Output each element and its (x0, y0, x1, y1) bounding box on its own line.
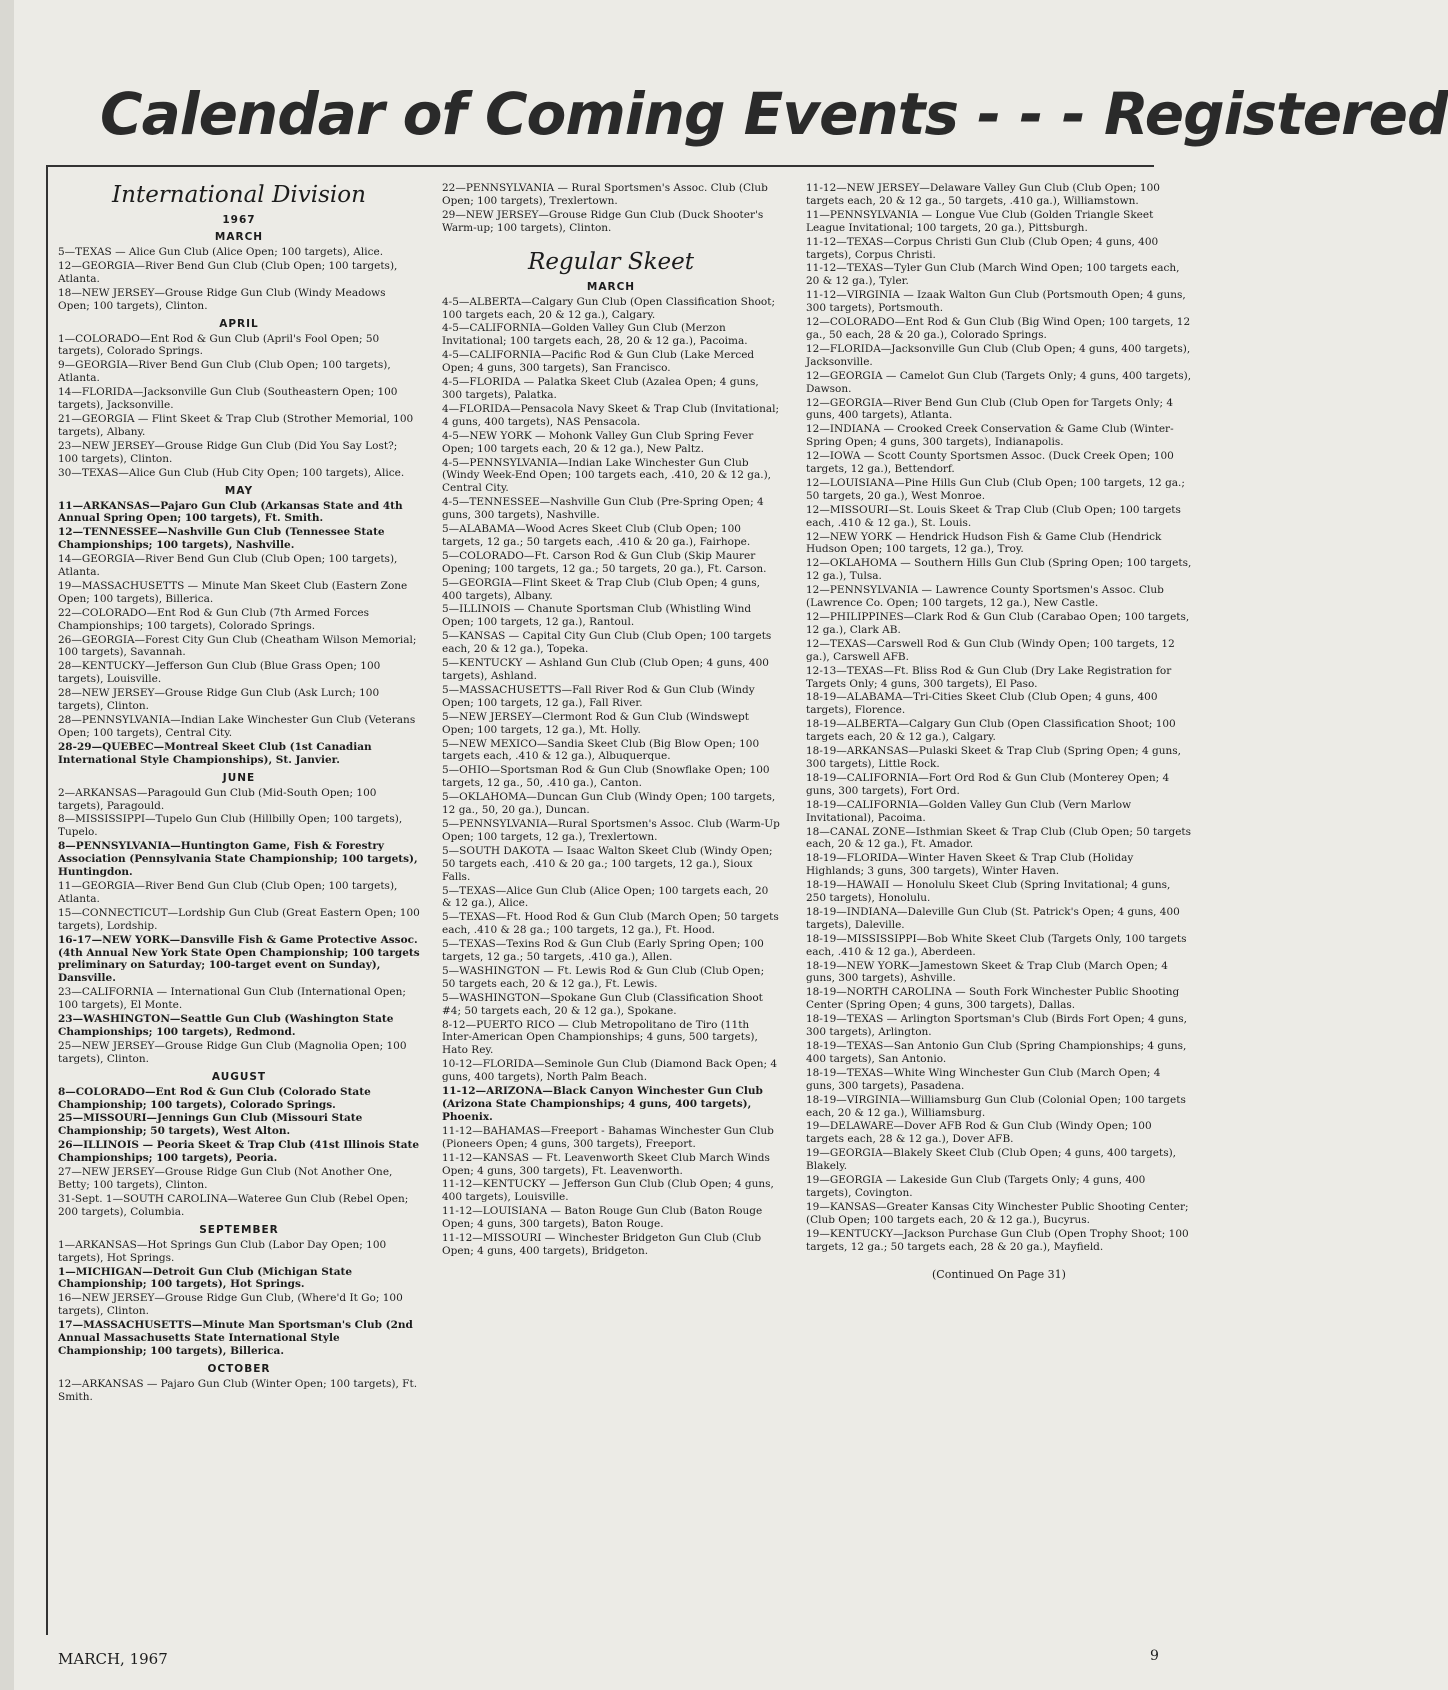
event-entry: 12—ARKANSAS — Pajaro Gun Club (Winter Open; 100 targets), Ft. Smith. (58, 1377, 418, 1403)
event-entry: 16-17—NEW YORK—Dansville Fish & Game Protective Assoc. (4th Annual New York State Open Championship; 100 targets preliminary on Saturday; 100-target event on Sunday), Dansville. (58, 933, 420, 985)
event-entry: 5—GEORGIA—Flint Skeet & Trap Club (Club Open; 4 guns, 400 targets), Albany. (442, 576, 760, 602)
event-entry: 11-12—TEXAS—Tyler Gun Club (March Wind Open; 100 targets each, 20 & 12 ga.), Tyler. (806, 262, 1180, 288)
event-entry: 4-5—CALIFORNIA—Golden Valley Gun Club (Merzon Invitational; 100 targets each, 28, 20 & 12 ga.), Pacoima. (442, 322, 748, 348)
event-entry: 19—GEORGIA — Lakeside Gun Club (Targets Only; 4 guns, 400 targets), Covington. (806, 1174, 1146, 1199)
event-entry: 8—MISSISSIPPI—Tupelo Gun Club (Hillbilly Open; 100 targets), Tupelo. (58, 813, 403, 839)
event-entry: 18-19—TEXAS — Arlington Sportsman's Club (Birds Fort Open; 4 guns, 300 targets), Arlington. (806, 1013, 1188, 1039)
event-entry: 5—NEW MEXICO—Sandia Skeet Club (Big Blow Open; 100 targets each, .410 & 12 ga.), Albuquerque. (442, 737, 760, 763)
month-heading: OCTOBER (207, 1362, 271, 1375)
regular-skeet-events (442, 296, 780, 1258)
event-entry: 8—PENNSYLVANIA—Huntington Game, Fish & Forestry Association (Pennsylvania State Championship; 100 targets), Huntingdon. (58, 840, 418, 879)
event-entry: 12—INDIANA — Crooked Creek Conservation & Game Club (Winter-Spring Open; 4 guns, 300 targets), Indianapolis. (806, 423, 1174, 449)
event-entry: 5—KENTUCKY — Ashland Gun Club (Club Open; 4 guns, 400 targets), Ashland. (442, 657, 769, 682)
international-continued-events (442, 182, 780, 235)
event-entry: 23—WASHINGTON—Seattle Gun Club (Washington State Championships; 100 targets), Redmond. (58, 1013, 394, 1038)
continued-note: (Continued On Page 31) (932, 1267, 1066, 1281)
event-entry: 19—MASSACHUSETTS — Minute Man Skeet Club (Eastern Zone Open; 100 targets), Billerica. (58, 579, 408, 605)
event-entry: 12—COLORADO—Ent Rod & Gun Club (Big Wind Open; 100 targets, 12 ga., 50 each, 28 & 20 ga.), Colorado Springs. (806, 316, 1191, 341)
event-entry: 11-12—NEW JERSEY—Delaware Valley Gun Club (Club Open; 100 targets each, 20 & 12 ga., 50 targets, .410 ga.), Williamstown. (806, 182, 1160, 207)
event-entry: 12—FLORIDA—Jacksonville Gun Club (Club Open; 4 guns, 400 targets), Jacksonville. (806, 342, 1191, 368)
event-entry: 1—COLORADO—Ent Rod & Gun Club (April's Fool Open; 50 targets), Colorado Springs. (58, 332, 380, 358)
event-entry: 15—CONNECTICUT—Lordship Gun Club (Great Eastern Open; 100 targets), Lordship. (58, 906, 420, 932)
event-entry: 12—TENNESSEE—Nashville Gun Club (Tennessee State Championships; 100 targets), Nashville. (58, 526, 385, 552)
event-entry: 31-Sept. 1—SOUTH CAROLINA—Wateree Gun Club (Rebel Open; 200 targets), Columbia. (58, 1192, 409, 1218)
event-entry: 1—ARKANSAS—Hot Springs Gun Club (Labor Day Open; 100 targets), Hot Springs. (58, 1238, 387, 1264)
event-entry: 12—GEORGIA—River Bend Gun Club (Club Open; 100 targets), Atlanta. (58, 259, 398, 285)
event-entry: 12—GEORGIA—River Bend Gun Club (Club Open for Targets Only; 4 guns, 400 targets), Atlanta. (806, 396, 1174, 422)
event-entry: 18-19—TEXAS—White Wing Winchester Gun Club (March Open; 4 guns, 300 targets), Pasadena. (806, 1066, 1161, 1092)
event-entry: 10-12—FLORIDA—Seminole Gun Club (Diamond Back Open; 4 guns, 400 targets), North Palm Beach. (442, 1058, 778, 1084)
event-entry: 28—KENTUCKY—Jefferson Gun Club (Blue Grass Open; 100 targets), Louisville. (58, 660, 381, 686)
event-entry: 25—NEW JERSEY—Grouse Ridge Gun Club (Magnolia Open; 100 targets), Clinton. (58, 1039, 407, 1065)
event-entry: 19—GEORGIA—Blakely Skeet Club (Club Open; 4 guns, 400 targets), Blakely. (806, 1147, 1177, 1173)
event-entry: 22—COLORADO—Ent Rod & Gun Club (7th Armed Forces Championships; 100 targets), Colorado Springs. (58, 606, 369, 632)
event-entry: 4-5—PENNSYLVANIA—Indian Lake Winchester Gun Club (Windy Week-End Open; 100 targets each, .410, 20 & 12 ga.), Central City. (442, 456, 772, 495)
event-entry: 18-19—NEW YORK—Jamestown Skeet & Trap Club (March Open; 4 guns, 300 targets), Ashville. (806, 959, 1168, 985)
year-label: 1967 (222, 214, 256, 226)
event-entry: 18-19—ARKANSAS—Pulaski Skeet & Trap Club (Spring Open; 4 guns, 300 targets), Little Rock. (806, 745, 1181, 770)
event-entry: 14—GEORGIA—River Bend Gun Club (Club Open; 100 targets), Atlanta. (58, 553, 398, 579)
event-entry: 14—FLORIDA—Jacksonville Gun Club (Southeastern Open; 100 targets), Jacksonville. (58, 386, 398, 412)
event-entry: 11-12—BAHAMAS—Freeport - Bahamas Winchester Gun Club (Pioneers Open; 4 guns, 300 targets), Freeport. (442, 1124, 774, 1150)
event-entry: 5—ILLINOIS — Chanute Sportsman Club (Whistling Wind Open; 100 targets, 12 ga.), Rantoul. (442, 603, 752, 629)
page-title: Calendar of Coming Events - - - Registered (100, 80, 1448, 148)
event-entry: 17—MASSACHUSETTS—Minute Man Sportsman's Club (2nd Annual Massachusetts State International Style Championship; 100 targets), Billerica. (58, 1319, 413, 1357)
event-entry: 4-5—NEW YORK — Mohonk Valley Gun Club Spring Fever Open; 100 targets each, 20 & 12 ga.), New Paltz. (442, 429, 754, 455)
event-entry: 18-19—ALBERTA—Calgary Gun Club (Open Classification Shoot; 100 targets each, 20 & 12 ga.), Calgary. (806, 718, 1176, 744)
event-entry: 4-5—CALIFORNIA—Pacific Rod & Gun Club (Lake Merced Open; 4 guns, 300 targets), San Francisco. (442, 349, 755, 375)
title-rule (46, 165, 1154, 167)
event-entry: 4-5—TENNESSEE—Nashville Gun Club (Pre-Spring Open; 4 guns, 300 targets), Nashville. (442, 496, 764, 522)
event-entry: 12—PENNSYLVANIA — Lawrence County Sportsmen's Assoc. Club (Lawrence Co. Open; 100 targets, 12 ga.), New Castle. (806, 584, 1164, 610)
event-entry: 5—NEW JERSEY—Clermont Rod & Gun Club (Windswept Open; 100 targets, 12 ga.), Mt. Holly. (442, 710, 749, 736)
month-heading: JUNE (222, 771, 256, 784)
event-entry: 5—TEXAS—Texins Rod & Gun Club (Early Spring Open; 100 targets, 12 ga.; 50 targets, .410 ga.), Allen. (442, 938, 764, 964)
event-entry: 29—NEW JERSEY—Grouse Ridge Gun Club (Duck Shooter's Warm-up; 100 targets), Clinton. (442, 208, 764, 234)
event-entry: 1—MICHIGAN—Detroit Gun Club (Michigan State Championship; 100 targets), Hot Springs. (58, 1265, 353, 1291)
event-entry: 11-12—ARIZONA—Black Canyon Winchester Gun Club (Arizona State Championships; 4 guns, 400 targets), Phoenix. (442, 1085, 763, 1123)
page-binding-edge (0, 0, 14, 1690)
event-entry: 26—ILLINOIS — Peoria Skeet & Trap Club (41st Illinois State Championships; 100 targets), Peoria. (58, 1139, 420, 1165)
event-entry: 18-19—HAWAII — Honolulu Skeet Club (Spring Invitational; 4 guns, 250 targets), Honolulu. (806, 879, 1171, 905)
event-entry: 12—GEORGIA — Camelot Gun Club (Targets Only; 4 guns, 400 targets), Dawson. (806, 369, 1192, 395)
month-heading: MAY (224, 484, 254, 497)
event-entry: 26—GEORGIA—Forest City Gun Club (Cheatham Wilson Memorial; 100 targets), Savannah. (58, 633, 417, 659)
event-entry: 11-12—TEXAS—Corpus Christi Gun Club (Club Open; 4 guns, 400 targets), Corpus Christi. (806, 235, 1159, 261)
event-entry: 12—NEW YORK — Hendrick Hudson Fish & Game Club (Hendrick Hudson Open; 100 targets, 12 ga.), Troy. (806, 530, 1162, 556)
event-entry: 5—KANSAS — Capital City Gun Club (Club Open; 100 targets each, 20 & 12 ga.), Topeka. (442, 630, 772, 656)
event-entry: 18-19—MISSISSIPPI—Bob White Skeet Club (Targets Only, 100 targets each, .410 & 12 ga.), Aberdeen. (806, 932, 1187, 958)
column-international (58, 182, 420, 1405)
regular-skeet-events-continued (806, 182, 1192, 1254)
event-entry: 18-19—FLORIDA—Winter Haven Skeet & Trap Club (Holiday Highlands; 3 guns, 300 targets), Winter Haven. (806, 852, 1134, 878)
event-entry: 11-12—VIRGINIA — Izaak Walton Gun Club (Portsmouth Open; 4 guns, 300 targets), Portsmouth. (806, 289, 1186, 315)
event-entry: 11-12—LOUISIANA — Baton Rouge Gun Club (Baton Rouge Open; 4 guns, 300 targets), Baton Rouge. (442, 1205, 763, 1231)
event-entry: 18-19—NORTH CAROLINA — South Fork Winchester Public Shooting Center (Spring Open; 4 guns, 300 targets), Dallas. (806, 986, 1180, 1012)
event-entry: 23—NEW JERSEY—Grouse Ridge Gun Club (Did You Say Lost?; 100 targets), Clinton. (58, 439, 398, 465)
event-entry: 5—OHIO—Sportsman Rod & Gun Club (Snowflake Open; 100 targets, 12 ga., 50, .410 ga.), Canton. (442, 764, 770, 790)
page-number: 9 (1150, 1648, 1159, 1664)
event-entry: 5—PENNSYLVANIA—Rural Sportsmen's Assoc. Club (Warm-Up Open; 100 targets, 12 ga.), Trexlertown. (442, 817, 780, 843)
international-sections (58, 231, 420, 1404)
month-heading: AUGUST (211, 1070, 267, 1083)
event-entry: 11-12—MISSOURI — Winchester Bridgeton Gun Club (Club Open; 4 guns, 400 targets), Bridgeton. (442, 1232, 762, 1257)
event-entry: 12—OKLAHOMA — Southern Hills Gun Club (Spring Open; 100 targets, 12 ga.), Tulsa. (806, 557, 1192, 583)
event-entry: 27—NEW JERSEY—Grouse Ridge Gun Club (Not Another One, Betty; 100 targets), Clinton. (58, 1166, 393, 1191)
event-entry: 8-12—PUERTO RICO — Club Metropolitano de Tiro (11th Inter-American Open Championships; 4 guns, 500 targets), Hato Rey. (442, 1018, 758, 1057)
event-entry: 12—LOUISIANA—Pine Hills Gun Club (Club Open; 100 targets, 12 ga.; 50 targets, 20 ga.), West Monroe. (806, 476, 1185, 502)
event-entry: 5—OKLAHOMA—Duncan Gun Club (Windy Open; 100 targets, 12 ga., 50, 20 ga.), Duncan. (442, 791, 776, 817)
event-entry: 5—TEXAS—Alice Gun Club (Alice Open; 100 targets each, 20 & 12 ga.), Alice. (442, 884, 769, 910)
event-entry: 19—DELAWARE—Dover AFB Rod & Gun Club (Windy Open; 100 targets each, 28 & 12 ga.), Dover AFB. (806, 1120, 1152, 1146)
event-entry: 18-19—CALIFORNIA—Fort Ord Rod & Gun Club (Monterey Open; 4 guns, 300 targets), Fort Ord. (806, 771, 1170, 797)
event-entry: 30—TEXAS—Alice Gun Club (Hub City Open; 100 targets), Alice. (58, 466, 405, 479)
event-entry: 18-19—TEXAS—San Antonio Gun Club (Spring Championships; 4 guns, 400 targets), San Antonio. (806, 1040, 1187, 1065)
event-entry: 18-19—INDIANA—Daleville Gun Club (St. Patrick's Open; 4 guns, 400 targets), Daleville. (806, 905, 1180, 931)
event-entry: 8—COLORADO—Ent Rod & Gun Club (Colorado State Championship; 100 targets), Colorado Springs. (58, 1085, 371, 1111)
event-entry: 5—TEXAS — Alice Gun Club (Alice Open; 100 targets), Alice. (58, 246, 384, 258)
event-entry: 11—GEORGIA—River Bend Gun Club (Club Open; 100 targets), Atlanta. (58, 879, 398, 905)
event-entry: 18—NEW JERSEY—Grouse Ridge Gun Club (Windy Meadows Open; 100 targets), Clinton. (58, 286, 386, 312)
event-entry: 18-19—ALABAMA—Tri-Cities Skeet Club (Club Open; 4 guns, 400 targets), Florence. (806, 691, 1158, 717)
event-entry: 12-13—TEXAS—Ft. Bliss Rod & Gun Club (Dry Lake Registration for Targets Only; 4 guns, 300 targets), El Paso. (806, 664, 1172, 690)
event-entry: 12—MISSOURI—St. Louis Skeet & Trap Club (Club Open; 100 targets each, .410 & 12 ga.), St. Louis. (806, 503, 1181, 529)
event-entry: 19—KANSAS—Greater Kansas City Winchester Public Shooting Center; (Club Open; 100 targets each, 20 & 12 ga.), Bucyrus. (806, 1200, 1189, 1226)
event-entry: 11—ARKANSAS—Pajaro Gun Club (Arkansas State and 4th Annual Spring Open; 100 targets), Ft. Smith. (58, 499, 403, 525)
event-entry: 11—PENNSYLVANIA — Longue Vue Club (Golden Triangle Skeet League Invitational; 100 targets, 20 ga.), Pittsburgh. (806, 208, 1154, 234)
event-entry: 21—GEORGIA — Flint Skeet & Trap Club (Strother Memorial, 100 targets), Albany. (58, 412, 414, 438)
regular-skeet-heading: Regular Skeet (528, 248, 694, 275)
event-entry: 23—CALIFORNIA — International Gun Club (International Open; 100 targets), El Monte. (58, 986, 406, 1012)
event-entry: 16—NEW JERSEY—Grouse Ridge Gun Club, (Where'd It Go; 100 targets), Clinton. (58, 1292, 403, 1318)
event-entry: 2—ARKANSAS—Paragould Gun Club (Mid-South Open; 100 targets), Paragould. (58, 786, 377, 812)
month-heading: SEPTEMBER (199, 1223, 279, 1236)
event-entry: 5—WASHINGTON — Ft. Lewis Rod & Gun Club (Club Open; 50 targets each, 20 & 12 ga.), Ft. Lewis. (442, 964, 765, 990)
event-entry: 5—MASSACHUSETTS—Fall River Rod & Gun Club (Windy Open; 100 targets, 12 ga.), Fall River. (442, 683, 755, 709)
event-entry: 12—PHILIPPINES—Clark Rod & Gun Club (Carabao Open; 100 targets, 12 ga.), Clark AB. (806, 611, 1190, 636)
event-entry: 18-19—VIRGINIA—Williamsburg Gun Club (Colonial Open; 100 targets each, 20 & 12 ga.), Williamsburg. (806, 1093, 1186, 1119)
event-entry: 25—MISSOURI—Jennings Gun Club (Missouri State Championship; 50 targets), West Alton. (58, 1112, 363, 1138)
event-entry: 19—KENTUCKY—Jackson Purchase Gun Club (Open Trophy Shoot; 100 targets, 12 ga.; 50 targets each, 28 & 20 ga.), Mayfield. (806, 1227, 1189, 1253)
month-heading: MARCH (586, 280, 636, 293)
event-entry: 5—COLORADO—Ft. Carson Rod & Gun Club (Skip Maurer Opening; 100 targets, 12 ga.; 50 targets, 20 ga.), Ft. Carson. (442, 549, 767, 575)
event-entry: 28-29—QUEBEC—Montreal Skeet Club (1st Canadian International Style Championships), St. Janvier. (58, 740, 372, 766)
month-heading: APRIL (219, 317, 259, 330)
event-entry: 5—WASHINGTON—Spokane Gun Club (Classification Shoot #4; 50 targets each, 20 & 12 ga.), Spokane. (442, 991, 763, 1017)
event-entry: 28—NEW JERSEY—Grouse Ridge Gun Club (Ask Lurch; 100 targets), Clinton. (58, 687, 380, 713)
column-regular-skeet-continued (806, 182, 1192, 1281)
event-entry: 5—SOUTH DAKOTA — Isaac Walton Skeet Club (Windy Open; 50 targets each, .410 & 20 ga.; 100 targets, 12 ga.), Sioux Falls. (442, 844, 773, 883)
international-division-heading: International Division (112, 182, 366, 208)
event-entry: 12—TEXAS—Carswell Rod & Gun Club (Windy Open; 100 targets, 12 ga.), Carswell AFB. (806, 637, 1175, 663)
event-entry: 4-5—FLORIDA — Palatka Skeet Club (Azalea Open; 4 guns, 300 targets), Palatka. (442, 376, 759, 401)
event-entry: 4-5—ALBERTA—Calgary Gun Club (Open Classification Shoot; 100 targets each, 20 & 12 ga.), Calgary. (442, 295, 775, 321)
event-entry: 11-12—KENTUCKY — Jefferson Gun Club (Club Open; 4 guns, 400 targets), Louisville. (442, 1178, 774, 1204)
issue-date: MARCH, 1967 (58, 1650, 168, 1668)
event-entry: 28—PENNSYLVANIA—Indian Lake Winchester Gun Club (Veterans Open; 100 targets), Central City. (58, 714, 416, 739)
event-entry: 18-19—CALIFORNIA—Golden Valley Gun Club (Vern Marlow Invitational), Pacoima. (806, 798, 1132, 824)
event-entry: 18—CANAL ZONE—Isthmian Skeet & Trap Club (Club Open; 50 targets each, 20 & 12 ga.), Ft. Amador. (806, 825, 1192, 851)
event-entry: 5—TEXAS—Ft. Hood Rod & Gun Club (March Open; 50 targets each, .410 & 28 ga.; 100 targets, 12 ga.), Ft. Hood. (442, 911, 779, 937)
event-entry: 9—GEORGIA—River Bend Gun Club (Club Open; 100 targets), Atlanta. (58, 359, 391, 385)
month-heading: MARCH (214, 231, 264, 243)
event-entry: 12—IOWA — Scott County Sportsmen Assoc. (Duck Creek Open; 100 targets, 12 ga.), Bettendorf. (806, 450, 1174, 476)
event-entry: 11-12—KANSAS — Ft. Leavenworth Skeet Club March Winds Open; 4 guns, 300 targets), Ft. Leavenworth. (442, 1151, 770, 1177)
event-entry: 5—ALABAMA—Wood Acres Skeet Club (Club Open; 100 targets, 12 ga.; 50 targets each, .410 & 20 ga.), Fairhope. (442, 523, 751, 548)
event-entry: 4—FLORIDA—Pensacola Navy Skeet & Trap Club (Invitational; 4 guns, 400 targets), NAS Pensacola. (442, 402, 779, 428)
left-border (46, 165, 48, 1635)
event-entry: 22—PENNSYLVANIA — Rural Sportsmen's Assoc. Club (Club Open; 100 targets), Trexlertown. (442, 182, 768, 207)
column-regular-skeet (442, 182, 780, 1259)
